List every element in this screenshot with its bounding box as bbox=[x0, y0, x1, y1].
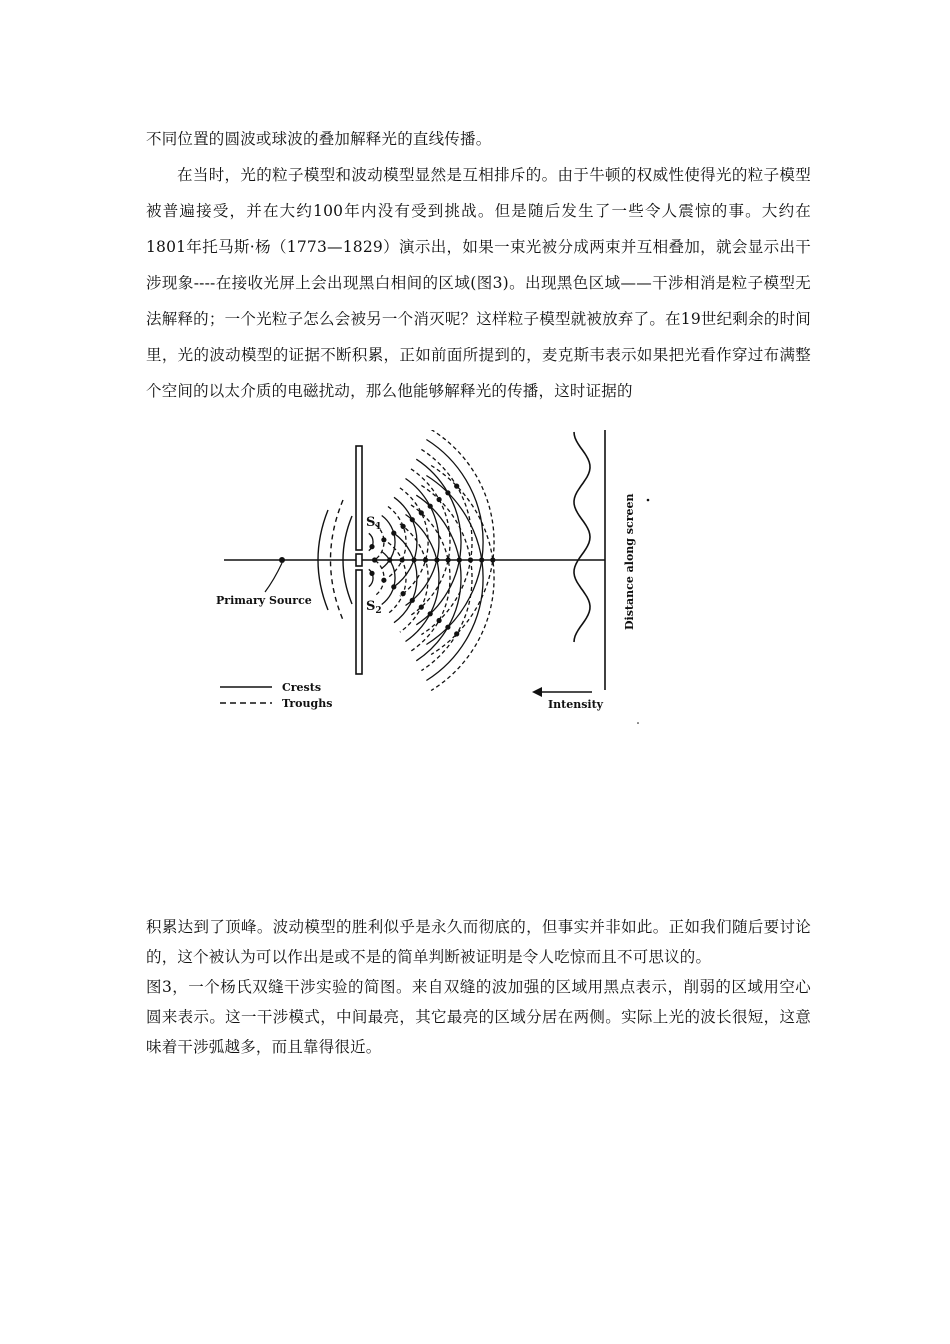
interference-dot bbox=[434, 557, 439, 562]
slit-s2-label: $S_2$ bbox=[366, 599, 382, 616]
figure-caption: 图3，一个杨氏双缝干涉实验的简图。来自双缝的波加强的区域用黑点表示，削弱的区域用空心圆来表示。这一干涉模式，中间最亮，其它最亮的区域分居在两侧。实际上光的波长很短，这意味着干涉弧越多，而且靠得很近。 bbox=[146, 978, 811, 1056]
interference-dot bbox=[479, 557, 484, 562]
interference-dot bbox=[401, 591, 406, 596]
legend-crests-label: Crests bbox=[282, 681, 322, 694]
stray-dot bbox=[647, 499, 650, 502]
legend-troughs-label: Troughs bbox=[282, 697, 333, 710]
interference-dot bbox=[401, 524, 406, 529]
primary-source-leader bbox=[265, 563, 282, 592]
paragraph-young-experiment: 在当时，光的粒子模型和波动模型显然是互相排斥的。由于牛顿的权威性使得光的粒子模型被普遍接受，并在大约100年内没有受到挑战。但是随后发生了一些令人震惊的事。大约在1801年托马斯·杨（1773—1829）演示出，如果一束光被分成两束并互相叠加，就会显示出干涉现象----在接收光屏上会出现黑白相间的区域(图3)。出现黑色区域——干涉相消是粒子模型无法解释的；一个光粒子怎么会被另一个消灭呢？这样粒子模型就被放弃了。在19世纪剩余的时间里，光的波动模型的证据不断积累，正如前面所提到的，麦克斯韦表示如果把光看作穿过布满整个空间的以太介质的电磁扰动，那么他能够解释光的传播，这时证据的 bbox=[146, 166, 811, 400]
paragraph-intro: 不同位置的圆波或球波的叠加解释光的直线传播。 bbox=[146, 130, 492, 148]
interference-dot bbox=[468, 557, 473, 562]
intensity-label: Intensity bbox=[548, 698, 604, 711]
interference-dot bbox=[381, 578, 386, 583]
slit-s1-label: $S_1$ bbox=[366, 515, 382, 532]
barrier-bottom bbox=[356, 570, 362, 674]
barrier-middle bbox=[356, 554, 362, 566]
interference-dot bbox=[419, 510, 424, 515]
interference-dot bbox=[400, 557, 405, 562]
interference-dot bbox=[454, 484, 459, 489]
interference-dot bbox=[410, 598, 415, 603]
intensity-curve bbox=[574, 432, 590, 642]
double-slit-diagram bbox=[210, 430, 670, 730]
interference-dot bbox=[490, 557, 495, 562]
interference-dot bbox=[445, 490, 450, 495]
barrier-top bbox=[356, 446, 362, 550]
stray-dot-bottom bbox=[637, 722, 639, 724]
interference-dot bbox=[437, 618, 442, 623]
interference-dot bbox=[391, 584, 396, 589]
interference-dot bbox=[391, 531, 396, 536]
intensity-arrow-head bbox=[532, 687, 542, 697]
interference-dot bbox=[423, 557, 428, 562]
paragraph-wave-victory: 积累达到了顶峰。波动模型的胜利似乎是永久而彻底的，但事实并非如此。正如我们随后要讨论的，这个被认为可以作出是或不是的简单判断被证明是令人吃惊而且不可思议的。 bbox=[146, 918, 811, 966]
interference-dot bbox=[437, 497, 442, 502]
interference-dot bbox=[445, 625, 450, 630]
interference-dot bbox=[369, 571, 374, 576]
interference-dot bbox=[381, 537, 386, 542]
interference-dot bbox=[454, 631, 459, 636]
primary-source-point bbox=[279, 557, 285, 563]
interference-dot bbox=[372, 557, 377, 562]
interference-dot bbox=[387, 557, 392, 562]
interference-dot bbox=[446, 557, 451, 562]
interference-dot bbox=[457, 557, 462, 562]
interference-dot bbox=[428, 504, 433, 509]
interference-dot bbox=[369, 544, 374, 549]
primary-source-label: Primary Source bbox=[216, 594, 312, 607]
interference-dot bbox=[411, 557, 416, 562]
interference-dot bbox=[419, 605, 424, 610]
double-slit-figure bbox=[210, 430, 670, 730]
distance-along-screen-label: Distance along screen bbox=[623, 493, 636, 630]
interference-dot bbox=[410, 517, 415, 522]
interference-dot bbox=[428, 611, 433, 616]
